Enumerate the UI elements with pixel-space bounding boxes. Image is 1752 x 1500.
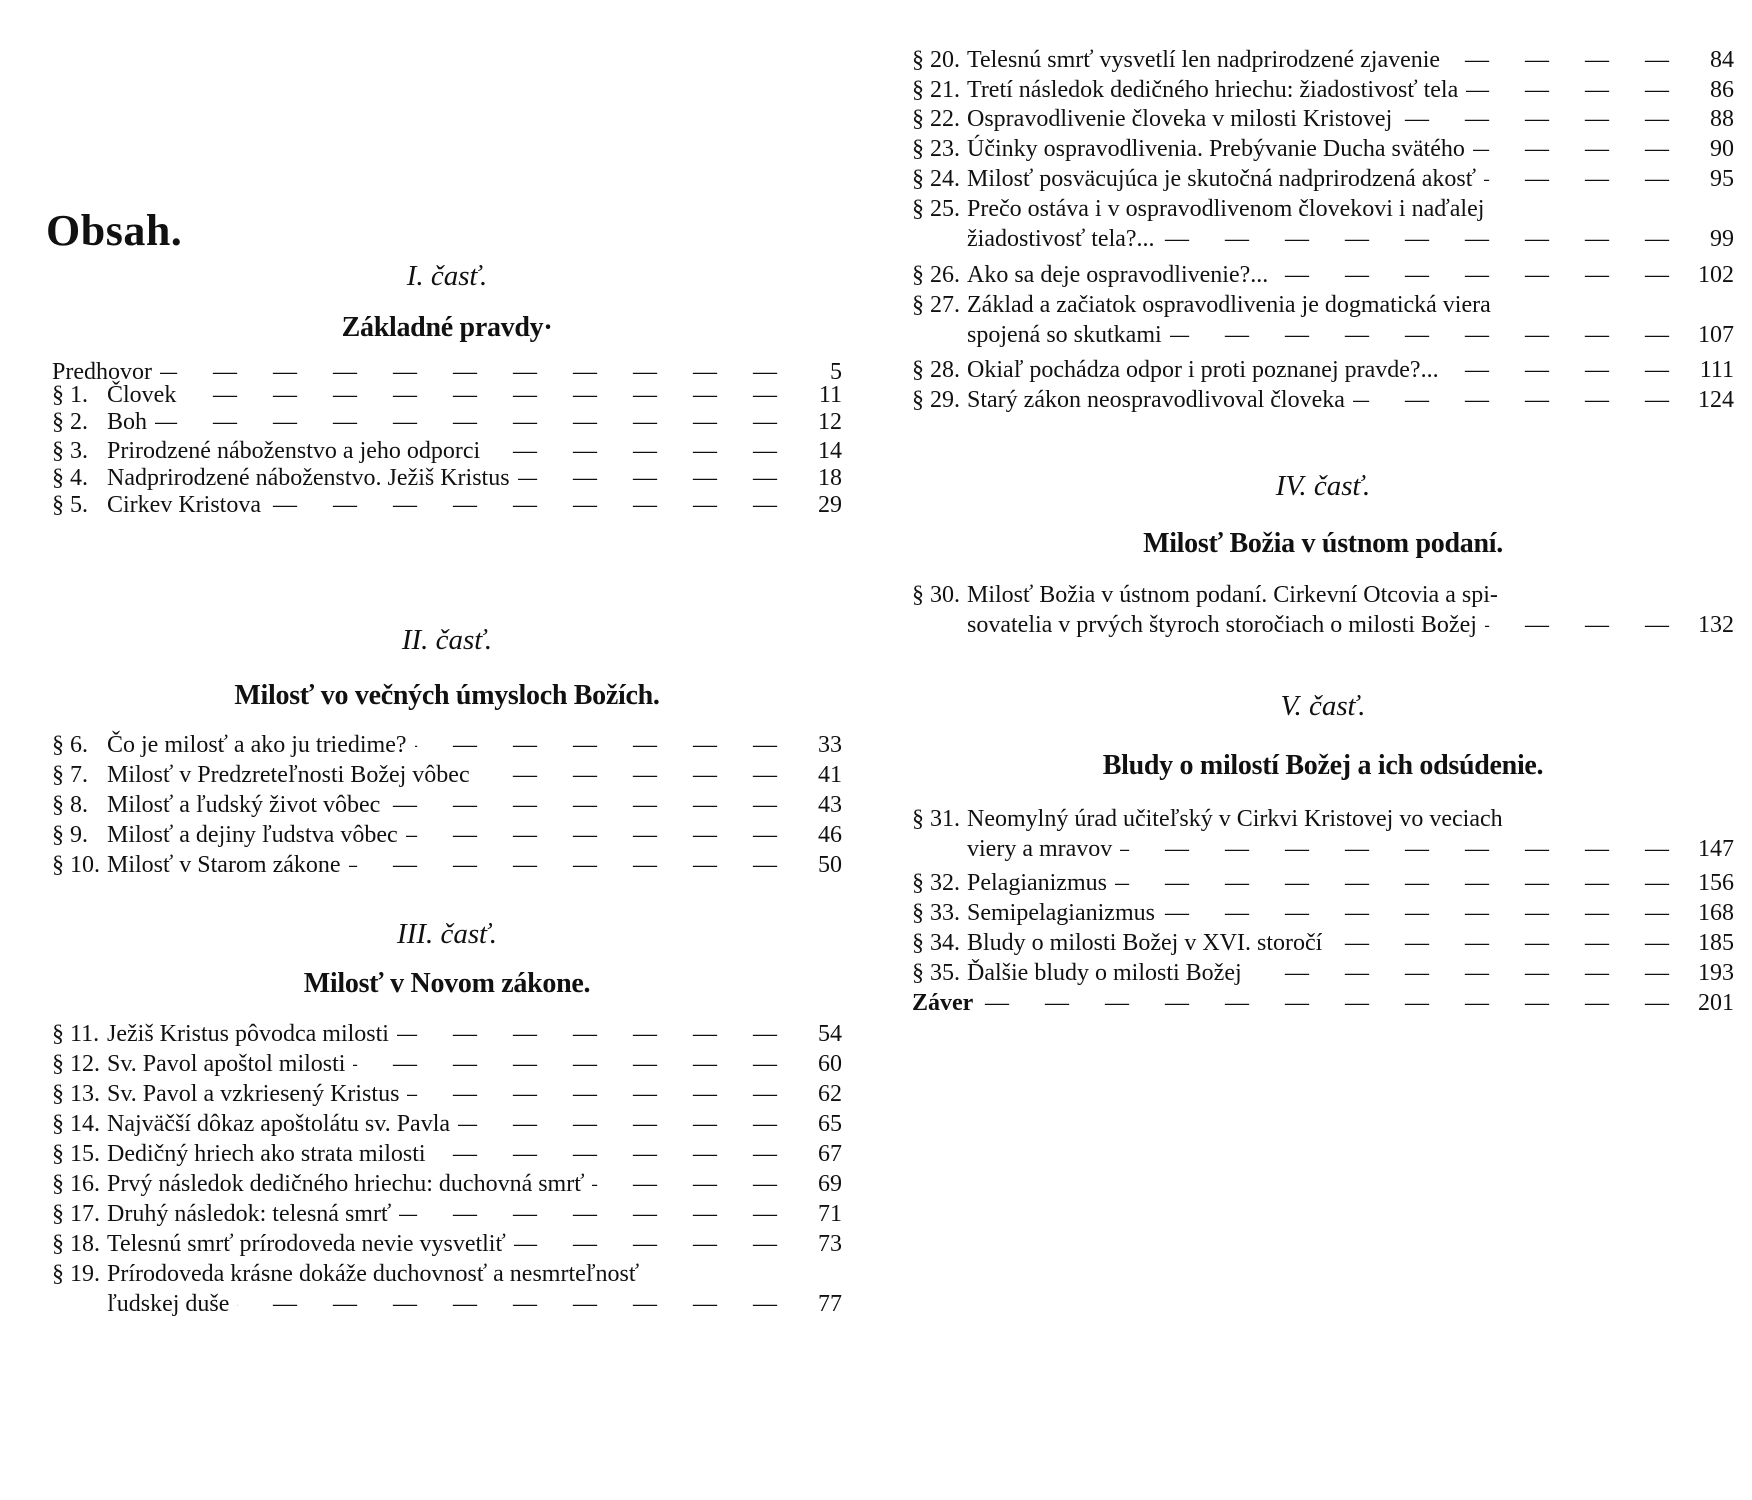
toc-entry-3[interactable] bbox=[52, 436, 842, 466]
entry-page: 88 bbox=[1710, 106, 1734, 132]
entry-page: 107 bbox=[1698, 322, 1734, 348]
toc-entry-25[interactable] bbox=[912, 194, 1734, 254]
entry-section: § 26. bbox=[912, 262, 960, 288]
part-4-number: IV. časť. bbox=[1275, 470, 1371, 502]
part-2-number: II. časť. bbox=[401, 624, 493, 656]
entry-title: Starý zákon neospravodlivoval človeka bbox=[967, 387, 1345, 413]
leader-dashes bbox=[1115, 868, 1684, 898]
leader-dashes bbox=[269, 490, 792, 520]
entry-page: 33 bbox=[818, 732, 842, 758]
toc-entry-2[interactable] bbox=[52, 407, 842, 437]
entry-section: § 15. bbox=[52, 1141, 100, 1167]
toc-entry-17[interactable] bbox=[52, 1199, 842, 1229]
entry-section: § 19. bbox=[52, 1261, 100, 1287]
leader-dashes bbox=[488, 436, 792, 466]
toc-entry-zaver[interactable] bbox=[912, 988, 1734, 1018]
entry-page: 73 bbox=[818, 1231, 842, 1257]
entry-title-line-1: Neomylný úrad učiteľský v Cirkvi Kristovej vo veciach bbox=[967, 806, 1503, 832]
leader-dashes bbox=[518, 463, 792, 493]
entry-section: § 27. bbox=[912, 292, 960, 318]
entry-section: § 14. bbox=[52, 1111, 100, 1137]
toc-entry-22[interactable] bbox=[912, 104, 1734, 134]
entry-page: 41 bbox=[818, 762, 842, 788]
toc-entry-27[interactable] bbox=[912, 290, 1734, 350]
entry-section: § 6. bbox=[52, 732, 88, 758]
leader-dashes bbox=[1163, 898, 1684, 928]
entry-section: § 1. bbox=[52, 382, 88, 408]
leader-dashes bbox=[514, 1229, 792, 1259]
entry-title: Tretí následok dedičného hriechu: žiadostivosť tela bbox=[967, 77, 1459, 103]
entry-page: 77 bbox=[818, 1291, 842, 1317]
leader-dashes bbox=[1448, 45, 1684, 75]
entry-title: Cirkev Kristova bbox=[107, 492, 261, 518]
part-3-title: Milosť v Novom zákone. bbox=[303, 968, 591, 999]
toc-entry-29[interactable] bbox=[912, 385, 1734, 415]
document-title: Obsah. bbox=[46, 206, 183, 255]
toc-entry-23[interactable] bbox=[912, 134, 1734, 164]
entry-section: § 7. bbox=[52, 762, 88, 788]
entry-section: § 23. bbox=[912, 136, 960, 162]
leader-dashes bbox=[353, 1049, 792, 1079]
entry-title: Milosť a ľudský život vôbec bbox=[107, 792, 381, 818]
entry-title: Sv. Pavol apoštol milosti bbox=[107, 1051, 346, 1077]
entry-title: Dedičný hriech ako strata milosti bbox=[107, 1141, 426, 1167]
entry-page: 12 bbox=[818, 409, 842, 435]
part-5-number: V. časť. bbox=[1280, 690, 1366, 722]
part-1-title: Základné pravdy· bbox=[341, 312, 553, 343]
entry-title: Druhý následok: telesná smrť bbox=[107, 1201, 392, 1227]
entry-title: Semipelagianizmus bbox=[967, 900, 1155, 926]
entry-section: § 8. bbox=[52, 792, 88, 818]
toc-entry-4[interactable] bbox=[52, 463, 842, 493]
part-4-title: Milosť Božia v ústnom podaní. bbox=[1143, 528, 1503, 559]
entry-page: 90 bbox=[1710, 136, 1734, 162]
entry-section: § 32. bbox=[912, 870, 960, 896]
toc-entry-7[interactable] bbox=[52, 760, 842, 790]
leader-dashes bbox=[406, 820, 792, 850]
entry-title: Nadprirodzené náboženstvo. Ježiš Kristus bbox=[107, 465, 510, 491]
entry-section: § 4. bbox=[52, 465, 88, 491]
entry-title-line-2: spojená so skutkami bbox=[967, 322, 1162, 348]
entry-section: § 28. bbox=[912, 357, 960, 383]
toc-entry-33[interactable] bbox=[912, 898, 1734, 928]
entry-title: Ako sa deje ospravodlivenie?... bbox=[967, 262, 1269, 288]
entry-section: § 20. bbox=[912, 47, 960, 73]
entry-title: Milosť a dejiny ľudstva vôbec bbox=[107, 822, 398, 848]
entry-page: 69 bbox=[818, 1171, 842, 1197]
entry-page: 168 bbox=[1698, 900, 1734, 926]
toc-entry-14[interactable] bbox=[52, 1109, 842, 1139]
entry-page: 18 bbox=[818, 465, 842, 491]
toc-entry-35[interactable] bbox=[912, 958, 1734, 988]
entry-page: 111 bbox=[1699, 357, 1734, 383]
leader-dashes bbox=[1330, 928, 1684, 958]
entry-title: Účinky ospravodlivenia. Prebývanie Ducha svätého bbox=[967, 136, 1465, 162]
leader-dashes bbox=[399, 1199, 792, 1229]
leader-dashes bbox=[1473, 134, 1684, 164]
entry-page: 14 bbox=[818, 438, 842, 464]
entry-title: Ďalšie bludy o milosti Božej bbox=[967, 960, 1242, 986]
leader-dashes bbox=[981, 988, 1684, 1018]
entry-title: Bludy o milosti Božej v XVI. storočí bbox=[967, 930, 1323, 956]
entry-title: Telesnú smrť prírodoveda nevie vysvetliť bbox=[107, 1231, 506, 1257]
entry-title: Milosť v Starom zákone bbox=[107, 852, 341, 878]
entry-page: 124 bbox=[1698, 387, 1734, 413]
entry-page: 86 bbox=[1710, 77, 1734, 103]
entry-title: Čo je milosť a ako ju triedime? bbox=[107, 732, 407, 758]
entry-title-line-2: sovatelia v prvých štyroch storočiach o milosti Božej bbox=[967, 612, 1477, 638]
entry-title: Predhovor bbox=[52, 359, 152, 385]
entry-page: 65 bbox=[818, 1111, 842, 1137]
entry-page: 185 bbox=[1698, 930, 1734, 956]
entry-page: 102 bbox=[1698, 262, 1734, 288]
toc-entry-5[interactable] bbox=[52, 490, 842, 520]
leader-dashes bbox=[1466, 75, 1684, 105]
entry-section: § 16. bbox=[52, 1171, 100, 1197]
toc-entry-34[interactable] bbox=[912, 928, 1734, 958]
entry-page: 60 bbox=[818, 1051, 842, 1077]
entry-section: § 5. bbox=[52, 492, 88, 518]
leader-dashes bbox=[1250, 958, 1684, 988]
toc-entry-32[interactable] bbox=[912, 868, 1734, 898]
entry-section: § 18. bbox=[52, 1231, 100, 1257]
entry-page: 95 bbox=[1710, 166, 1734, 192]
toc-entry-30[interactable] bbox=[912, 580, 1734, 640]
toc-entry-16[interactable] bbox=[52, 1169, 842, 1199]
entry-section: § 30. bbox=[912, 582, 960, 608]
entry-page: 132 bbox=[1698, 612, 1734, 638]
toc-entry-19[interactable] bbox=[52, 1259, 842, 1319]
toc-entry-8[interactable] bbox=[52, 790, 842, 820]
leader-dashes bbox=[592, 1169, 792, 1199]
entry-section: § 11. bbox=[52, 1021, 100, 1047]
leader-dashes bbox=[1276, 260, 1684, 290]
entry-section: § 12. bbox=[52, 1051, 100, 1077]
entry-page: 67 bbox=[818, 1141, 842, 1167]
entry-page: 201 bbox=[1698, 990, 1734, 1016]
toc-entry-13[interactable] bbox=[52, 1079, 842, 1109]
entry-title-line-1: Milosť Božia v ústnom podaní. Cirkevní Otcovia a spi- bbox=[967, 582, 1498, 608]
toc-entry-28[interactable] bbox=[912, 355, 1734, 385]
entry-page: 84 bbox=[1710, 47, 1734, 73]
leader-dashes bbox=[1163, 224, 1684, 254]
entry-title: Sv. Pavol a vzkriesený Kristus bbox=[107, 1081, 400, 1107]
entry-title: Záver bbox=[912, 990, 974, 1016]
toc-entry-15[interactable] bbox=[52, 1139, 842, 1169]
entry-section: § 17. bbox=[52, 1201, 100, 1227]
entry-page: 71 bbox=[818, 1201, 842, 1227]
entry-title-line-1: Prírodoveda krásne dokáže duchovnosť a nesmrteľnosť bbox=[107, 1261, 640, 1287]
entry-section: § 13. bbox=[52, 1081, 100, 1107]
entry-title-line-1: Prečo ostáva i v ospravodlivenom človekovi i naďalej bbox=[967, 196, 1485, 222]
toc-entry-12[interactable] bbox=[52, 1049, 842, 1079]
leader-dashes bbox=[1353, 385, 1684, 415]
entry-title: Prirodzené náboženstvo a jeho odporci bbox=[107, 438, 481, 464]
entry-page: 99 bbox=[1710, 226, 1734, 252]
entry-section: § 21. bbox=[912, 77, 960, 103]
entry-section: § 34. bbox=[912, 930, 960, 956]
leader-dashes bbox=[349, 850, 792, 880]
entry-title: Telesnú smrť vysvetlí len nadprirodzené zjavenie bbox=[967, 47, 1441, 73]
leader-dashes bbox=[407, 1079, 792, 1109]
toc-entry-11[interactable] bbox=[52, 1019, 842, 1049]
toc-entry-24[interactable] bbox=[912, 164, 1734, 194]
part-3-number: III. časť. bbox=[397, 918, 497, 950]
entry-page: 54 bbox=[818, 1021, 842, 1047]
entry-title: Prvý následok dedičného hriechu: duchovná smrť bbox=[107, 1171, 585, 1197]
leader-dashes bbox=[1484, 164, 1684, 194]
entry-section: § 33. bbox=[912, 900, 960, 926]
entry-title: Najväčší dôkaz apoštolátu sv. Pavla bbox=[107, 1111, 451, 1137]
entry-page: 5 bbox=[830, 359, 842, 385]
toc-entry-9[interactable] bbox=[52, 820, 842, 850]
entry-title-line-2: viery a mravov bbox=[967, 836, 1113, 862]
entry-page: 43 bbox=[818, 792, 842, 818]
toc-entry-31[interactable] bbox=[912, 804, 1734, 864]
leader-dashes bbox=[155, 407, 792, 437]
entry-page: 193 bbox=[1698, 960, 1734, 986]
toc-entry-18[interactable] bbox=[52, 1229, 842, 1259]
entry-title: Človek bbox=[107, 382, 177, 408]
entry-page: 46 bbox=[818, 822, 842, 848]
entry-title: Ježiš Kristus pôvodca milosti bbox=[107, 1021, 389, 1047]
entry-section: § 9. bbox=[52, 822, 88, 848]
toc-entry-21[interactable] bbox=[912, 75, 1734, 105]
entry-title: Okiaľ pochádza odpor i proti poznanej pravde?... bbox=[967, 357, 1439, 383]
entry-section: § 29. bbox=[912, 387, 960, 413]
entry-title: Pelagianizmus bbox=[967, 870, 1107, 896]
entry-page: 147 bbox=[1698, 836, 1734, 862]
entry-title: Milosť posväcujúca je skutočná nadprirodzená akosť bbox=[967, 166, 1477, 192]
leader-dashes bbox=[1485, 610, 1684, 640]
toc-entry-26[interactable] bbox=[912, 260, 1734, 290]
toc-entry-20[interactable] bbox=[912, 45, 1734, 75]
entry-section: § 10. bbox=[52, 852, 100, 878]
entry-title-line-1: Základ a začiatok ospravodlivenia je dogmatická viera bbox=[967, 292, 1491, 318]
entry-section: § 3. bbox=[52, 438, 88, 464]
entry-page: 62 bbox=[818, 1081, 842, 1107]
leader-dashes bbox=[1120, 834, 1684, 864]
entry-section: § 2. bbox=[52, 409, 88, 435]
entry-page: 29 bbox=[818, 492, 842, 518]
leader-dashes bbox=[434, 1139, 792, 1169]
leader-dashes bbox=[415, 730, 792, 760]
leader-dashes bbox=[1400, 104, 1684, 134]
toc-entry-6[interactable] bbox=[52, 730, 842, 760]
entry-page: 50 bbox=[818, 852, 842, 878]
leader-dashes bbox=[1447, 355, 1684, 385]
toc-entry-1[interactable] bbox=[52, 380, 842, 410]
entry-section: § 35. bbox=[912, 960, 960, 986]
entry-section: § 22. bbox=[912, 106, 960, 132]
entry-title: Milosť v Predzreteľnosti Božej vôbec bbox=[107, 762, 470, 788]
entry-section: § 25. bbox=[912, 196, 960, 222]
entry-title-line-2: žiadostivosť tela?... bbox=[967, 226, 1155, 252]
part-2-title: Milosť vo večných úmysloch Božích. bbox=[234, 680, 660, 711]
entry-title: Boh bbox=[107, 409, 148, 435]
leader-dashes bbox=[1170, 320, 1684, 350]
part-5-title: Bludy o milostí Božej a ich odsúdenie. bbox=[1102, 750, 1544, 781]
entry-title: Ospravodlivenie človeka v milosti Kristovej bbox=[967, 106, 1393, 132]
entry-page: 11 bbox=[818, 382, 842, 408]
entry-section: § 31. bbox=[912, 806, 960, 832]
leader-dashes bbox=[388, 790, 792, 820]
entry-section: § 24. bbox=[912, 166, 960, 192]
leader-dashes bbox=[237, 1289, 792, 1319]
part-1-number: I. časť. bbox=[406, 260, 488, 292]
toc-entry-10[interactable] bbox=[52, 850, 842, 880]
entry-title-line-2: ľudskej duše bbox=[107, 1291, 230, 1317]
entry-page: 156 bbox=[1698, 870, 1734, 896]
leader-dashes bbox=[458, 1109, 792, 1139]
leader-dashes bbox=[478, 760, 792, 790]
leader-dashes bbox=[184, 380, 792, 410]
leader-dashes bbox=[397, 1019, 792, 1049]
